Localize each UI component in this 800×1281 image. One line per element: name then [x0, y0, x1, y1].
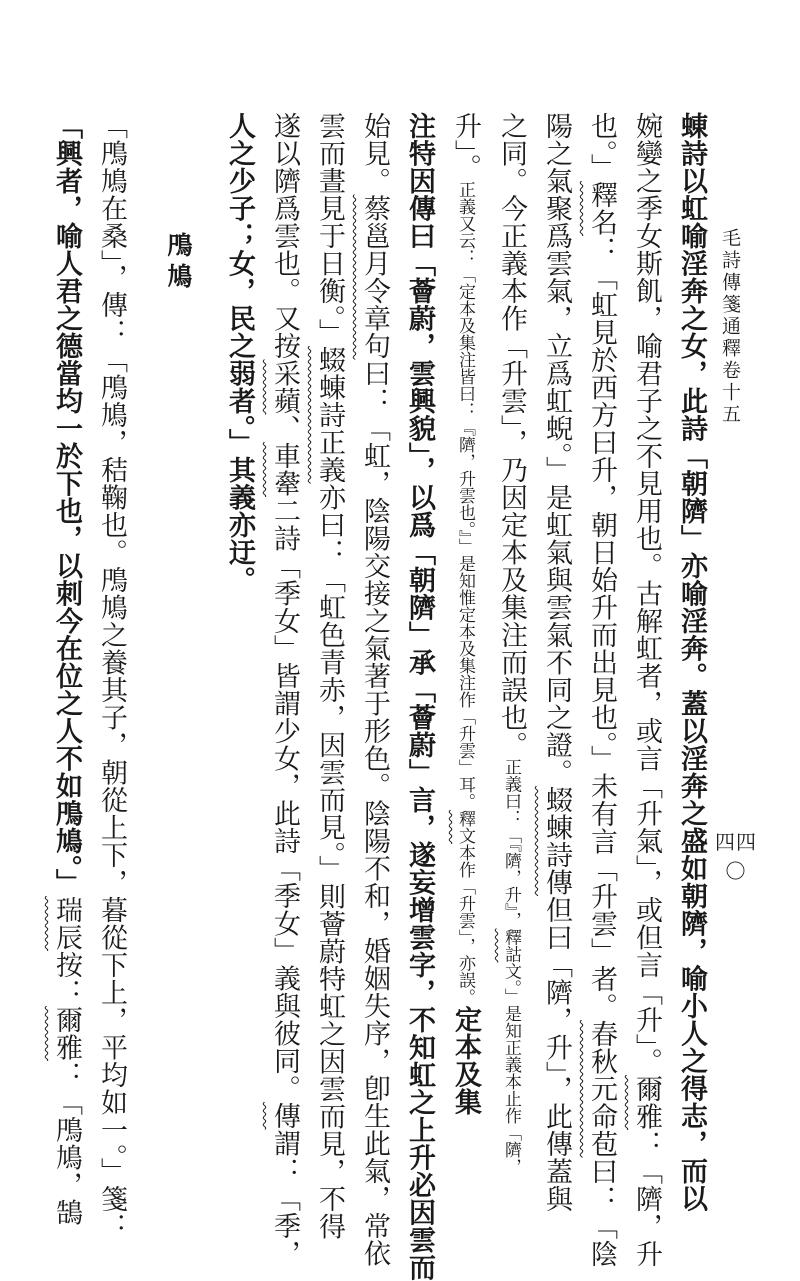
text-column [534, 112, 579, 1213]
text-segment: 亦曰：「虹色青赤，因雲而見。」則薈蔚特虹之因雲而見，不得 [314, 483, 345, 1240]
book-reference: 傳 [269, 1102, 300, 1130]
text-column [262, 112, 307, 1267]
text-segment: 也。」 [586, 112, 617, 181]
text-segment: ：「虹見於西方曰升，朝日始升而出見也。」未有言「升雲」者。 [586, 236, 617, 1020]
text-segment: 定本及集 [450, 1005, 481, 1116]
text-segment: 遂以隮爲雲也。又按 [269, 112, 300, 360]
text-column [669, 112, 714, 1212]
text-column [89, 112, 134, 1240]
book-reference: 釋名 [586, 181, 617, 236]
text-segment: 「興者，喻人君之德當均一於下也，以刺今在位之人不如鳲鳩。」 [51, 112, 82, 896]
section-title: 鳲鳩 [164, 232, 193, 294]
text-column [307, 112, 352, 1240]
text-segment: ：「鳲鳩，鵠 [51, 1061, 82, 1226]
text-segment: 曰：「虹，陰陽交接之氣著于形色。陰陽不和，婚姻失序，卽生此氣，常依 [359, 359, 390, 1267]
text-segment: 始見。 [359, 112, 390, 195]
text-column [217, 112, 262, 1122]
annotation: 正義曰：「『隮，升』， [501, 758, 521, 929]
text-segment: 雲而晝見于日衡。」 [314, 112, 345, 346]
running-title: 毛詩傳箋通釋卷十五 [719, 228, 741, 426]
text-column [44, 112, 89, 1226]
annotation: 本作「升雲」，亦誤。 [455, 844, 475, 1006]
text-segment: 婉孌之季女斯飢，喻君子之不見用也。古解虹者，或言「升氣」，或但言「升」。 [631, 112, 662, 1075]
text-segment: 人之少子；女，民之弱者。」其義亦迂。 [224, 112, 255, 594]
text-column [488, 112, 534, 1175]
book-reference: 爾雅 [631, 1075, 662, 1130]
book-reference: 爾雅 [51, 1006, 82, 1061]
text-segment: 按： [51, 951, 82, 1006]
book-reference: 釋詁 [501, 928, 521, 963]
text-column [352, 112, 397, 1267]
annotation: 文。」是知正義本止作「隮， [501, 962, 521, 1175]
text-column [579, 112, 624, 1268]
book-reference: 蔡邕月令章句 [359, 194, 390, 360]
text-segment: 謂：「季， [269, 1129, 300, 1267]
book-reference: 瑞辰 [51, 896, 82, 951]
text-segment: 二詩「季女」皆謂少女，此詩「季女」義與彼同。 [269, 497, 300, 1102]
text-segment: 陽之氣聚爲雲氣，立爲虹蜺。」是虹氣與雲氣不同之證。 [541, 112, 572, 786]
text-segment: 「鳲鳩在桑」，傳：「鳲鳩，秸鞠也。鳲鳩之養其子，朝從上下，暮從下上，平均如一。」箋： [96, 112, 127, 1240]
text-segment: 蝀詩以虹喻淫奔之女，此詩「朝隮」亦喻淫奔。蓋以淫奔之盛如朝隮，喻小人之得志，而以 [676, 112, 707, 1212]
text-segment: 但曰「隮，升」，此傳蓋與 [541, 896, 572, 1213]
text-segment: 升」。 [450, 112, 481, 181]
text-column [624, 112, 669, 1268]
book-reference: 春秋元命苞 [586, 1020, 617, 1158]
book-reference: 采蘋 [269, 359, 300, 415]
text-segment: 之同。今正義本作「升雲」，乃因定本及集注而誤也。 [496, 112, 527, 759]
text-segment: 、 [269, 414, 300, 442]
text-segment: 注特因傳曰「薈蔚，雲興貌」，以爲「朝隮」承「薈蔚」言，遂妄增雲字，不知虹之上升必因雲而 [404, 112, 435, 1281]
book-reference: 蝃蝀詩傳 [541, 786, 572, 896]
text-column [397, 112, 442, 1281]
text-segment: ：「隮，升 [631, 1130, 662, 1268]
main-text [44, 112, 714, 1281]
text-column [442, 112, 488, 1122]
page-number: 四四〇 [715, 830, 757, 883]
annotation: 正義又云：「定本及集注皆曰：『隮，升雲也。』」是知惟定本及集注作「升雲」耳。 [455, 181, 475, 810]
book-reference: 釋文 [455, 810, 475, 844]
book-reference: 車舝 [269, 442, 300, 497]
text-segment: 曰：「陰 [586, 1157, 617, 1268]
book-reference: 蝃蝀詩正義 [314, 346, 345, 484]
